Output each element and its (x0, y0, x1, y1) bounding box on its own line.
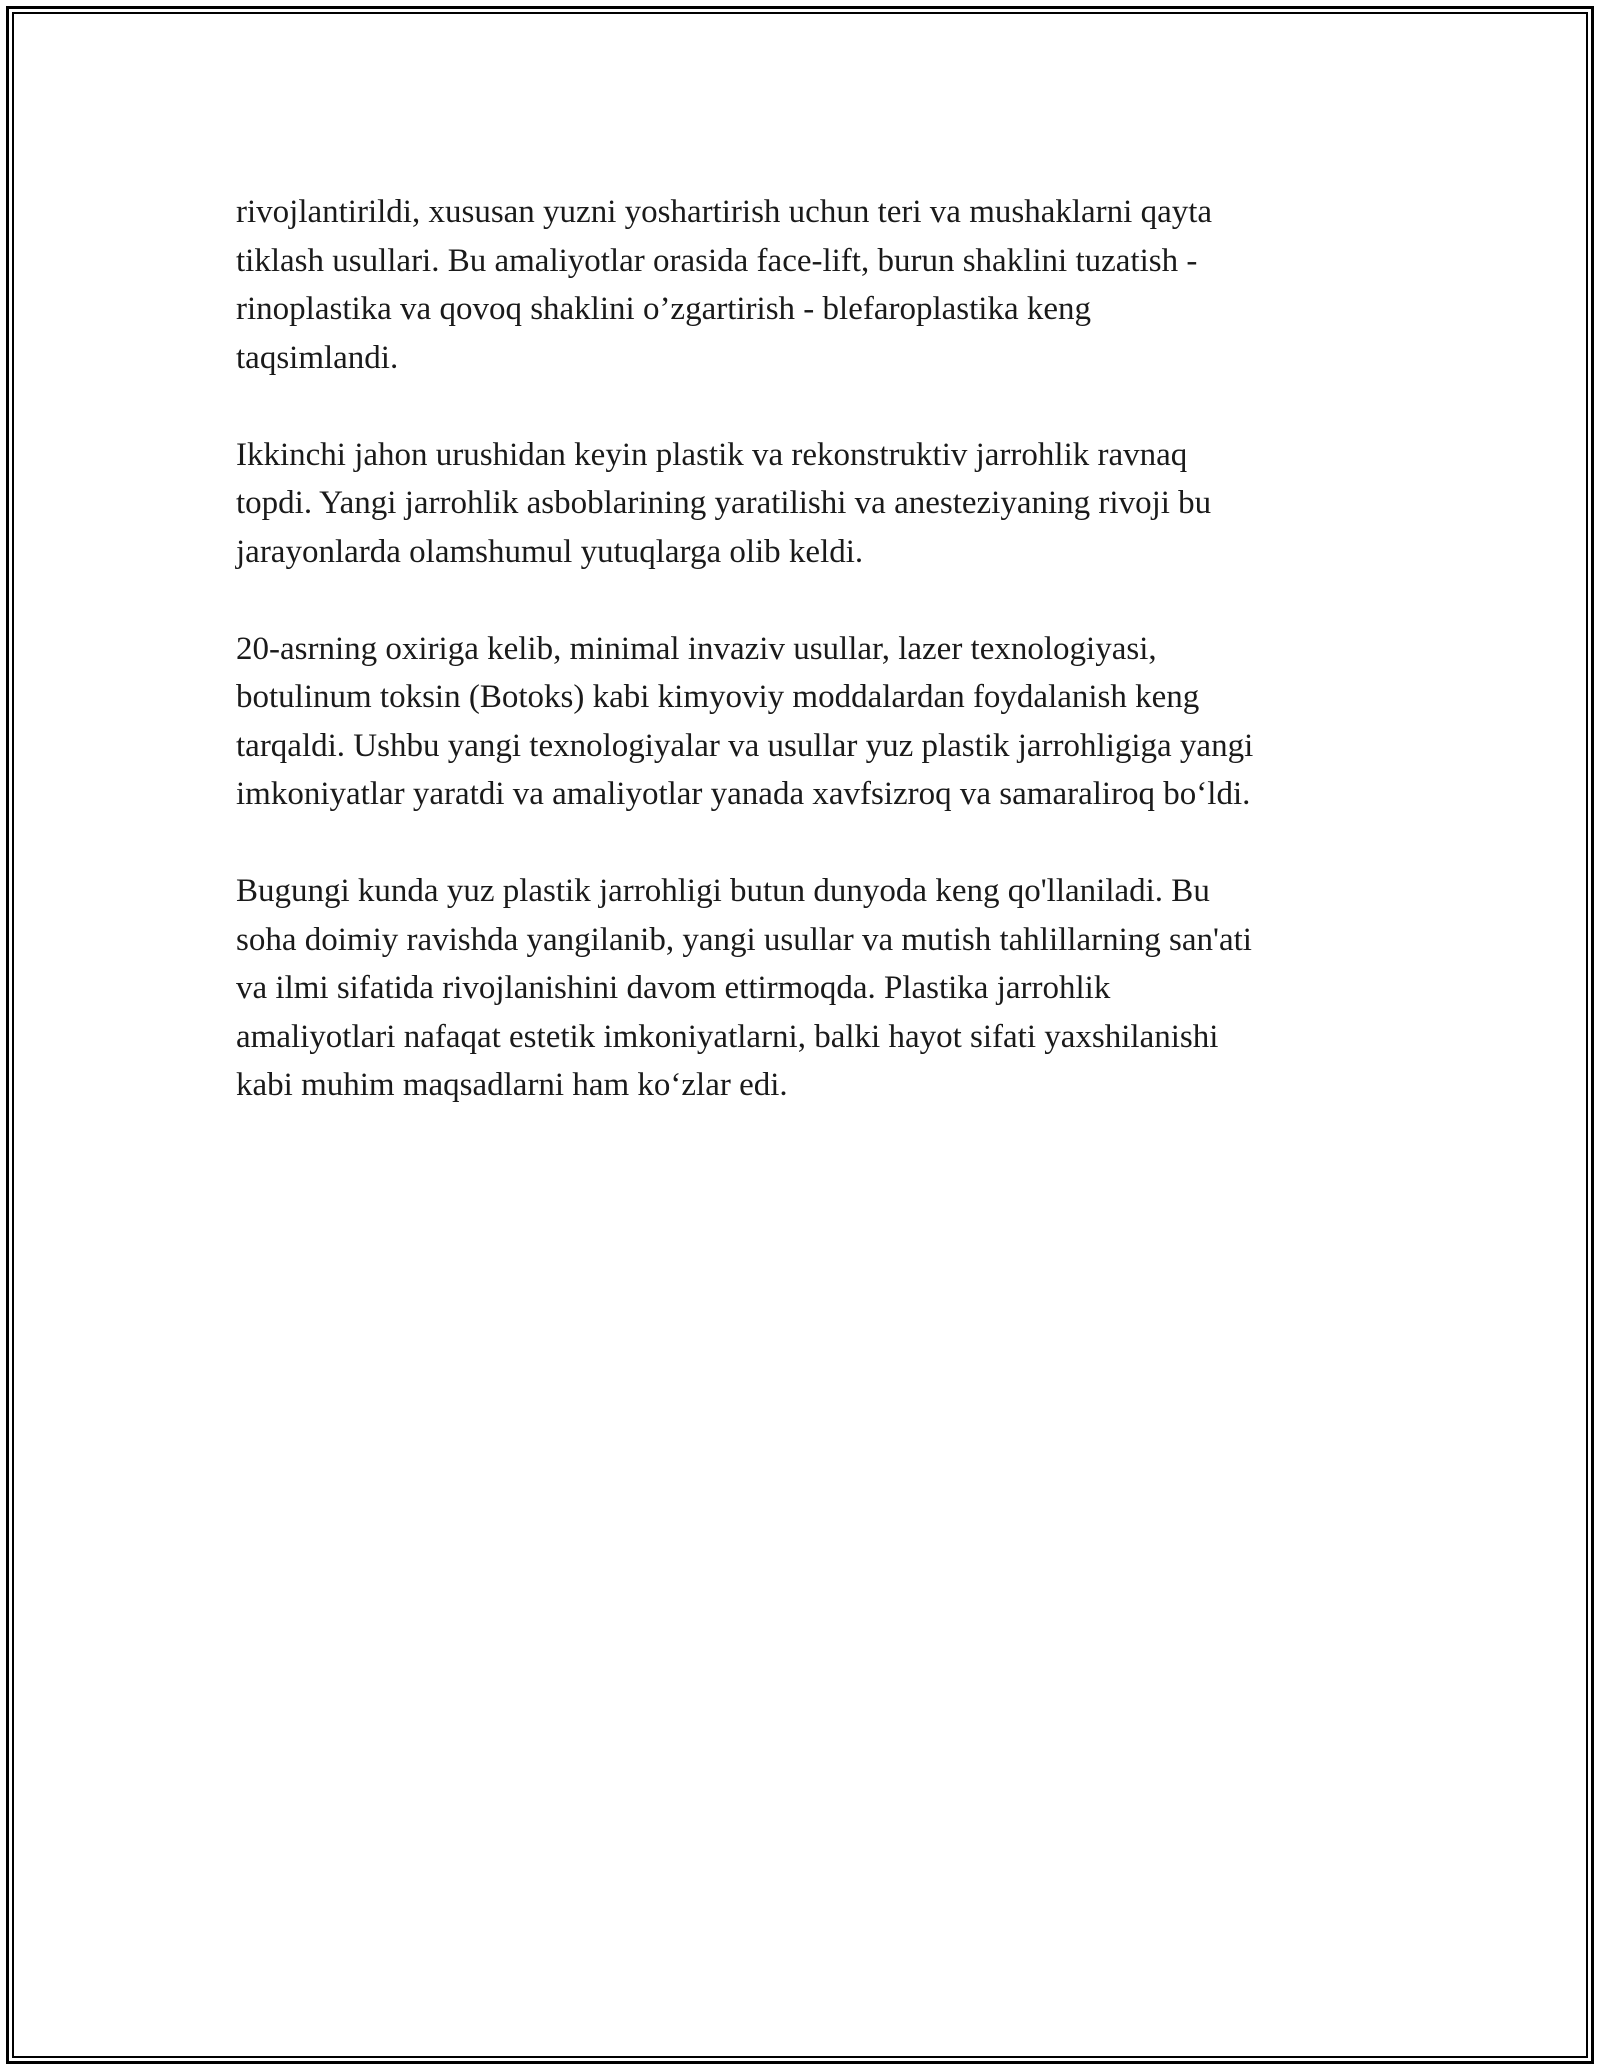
text-line: 20-asrning oxiriga kelib, minimal invaziv usullar, lazer texnologiyasi, (236, 630, 1157, 667)
text-line: taqsimlandi. (236, 339, 399, 376)
text-line: jarayonlarda olamshumul yutuqlarga olib keldi. (236, 533, 864, 570)
text-line: rivojlantirildi, xususan yuzni yoshartirish uchun teri va mushaklarni qayta (236, 194, 1213, 230)
paragraph-4 (236, 867, 1386, 1110)
text-line: rinoplastika va qovoq shaklini o’zgartirish - blefaroplastika keng (236, 291, 1092, 327)
text-line: amaliyotlari nafaqat estetik imkoniyatlarni, balki hayot sifati yaxshilanishi (236, 1018, 1219, 1055)
text-line: va ilmi sifatida rivojlanishini davom ettirmoqda. Plastika jarrohlik (236, 970, 1111, 1006)
text-line: botulinum toksin (Botoks) kabi kimyoviy moddalardan foydalanish keng (236, 679, 1200, 715)
paragraph-3 (236, 625, 1386, 819)
document-body (236, 188, 1386, 1158)
paragraph-2 (236, 431, 1386, 577)
text-line: kabi muhim maqsadlarni ham ko‘zlar edi. (236, 1067, 788, 1103)
text-line: soha doimiy ravishda yangilanib, yangi usullar va mutish tahlillarning san'ati (236, 921, 1252, 958)
paragraph-1 (236, 188, 1386, 382)
text-line: Bugungi kunda yuz plastik jarrohligi butun dunyoda keng qo'llaniladi. Bu (236, 873, 1210, 909)
text-line: imkoniyatlar yaratdi va amaliyotlar yanada xavfsizroq va samaraliroq bo‘ldi. (236, 776, 1251, 812)
text-line: Ikkinchi jahon urushidan keyin plastik va rekonstruktiv jarrohlik ravnaq (236, 436, 1188, 473)
text-line: tiklash usullari. Bu amaliyotlar orasida face-lift, burun shaklini tuzatish - (236, 242, 1198, 279)
text-line: tarqaldi. Ushbu yangi texnologiyalar va usullar yuz plastik jarrohligiga yangi (236, 727, 1254, 764)
text-line: topdi. Yangi jarrohlik asboblarining yaratilishi va anesteziyaning rivoji bu (236, 485, 1212, 521)
